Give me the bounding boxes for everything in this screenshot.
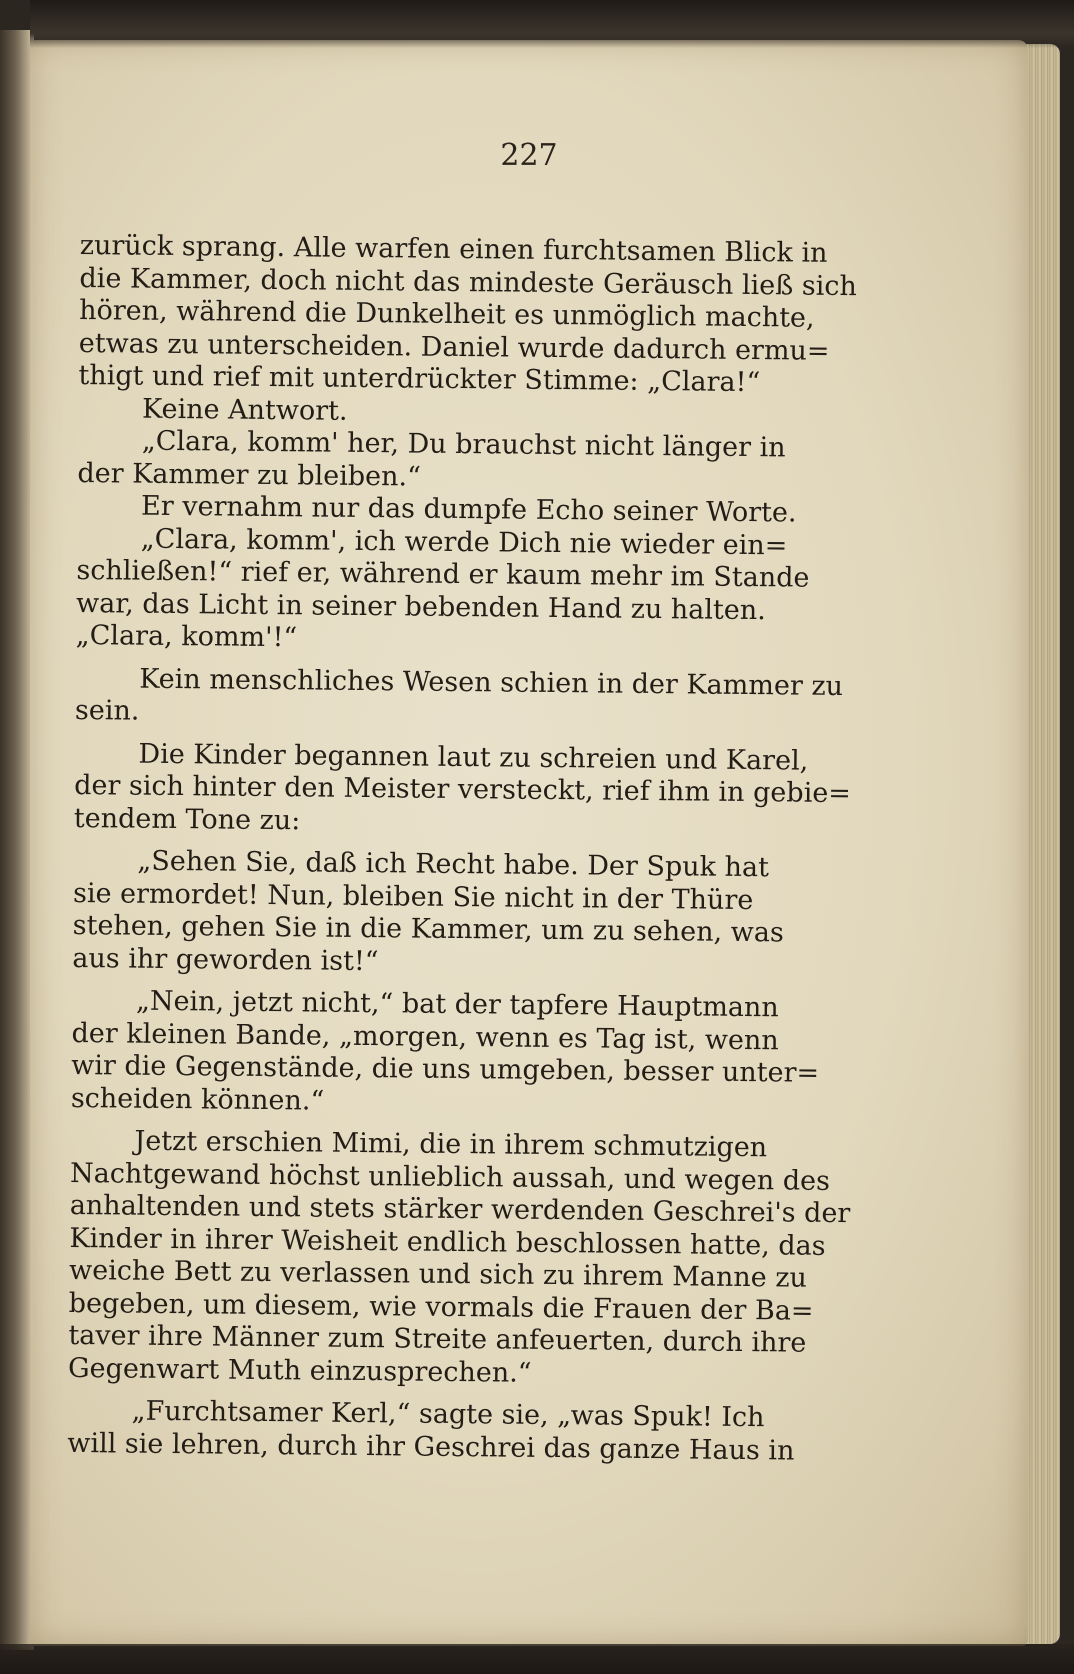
text-line: schließen!“ rief er, während er kaum mehr im Stande (76, 554, 810, 594)
text-line: die Kammer, doch nicht das mindeste Geräusch ließ sich (79, 262, 857, 302)
text-line: „Clara, komm' her, Du brauchst nicht länger in (141, 425, 786, 464)
book-spine (0, 30, 34, 1650)
text-line: der Kammer zu bleiben.“ (77, 457, 422, 493)
text-line: „Nein, jetzt nicht,“ bat der tapfere Hauptmann (135, 985, 779, 1024)
book-page (30, 40, 1028, 1646)
text-line: der kleinen Bande, „morgen, wenn es Tag ist, wenn (71, 1017, 779, 1056)
text-line: tendem Tone zu: (73, 802, 301, 836)
text-line: der sich hinter den Meister versteckt, rief ihm in gebie= (74, 769, 852, 810)
text-line: „Clara, komm'!“ (75, 619, 298, 654)
body-text (67, 230, 920, 1469)
text-line: war, das Licht in seiner bebenden Hand zu halten. (75, 587, 766, 626)
text-line: „Furchtsamer Kerl,“ sagte sie, „was Spuk! Ich (131, 1395, 765, 1434)
text-line: „Clara, komm', ich werde Dich nie wieder ein= (140, 523, 788, 561)
text-line: anhaltenden und stets stärker werdenden Geschrei's der (69, 1189, 851, 1230)
text-line: weiche Bett zu verlassen und sich zu ihrem Manne zu (68, 1254, 808, 1294)
text-line: Er vernahm nur das dumpfe Echo seiner Worte. (140, 490, 797, 529)
text-line: sein. (74, 694, 140, 727)
text-line: Kinder in ihrer Weisheit endlich beschlossen hatte, das (69, 1222, 826, 1262)
text-line: Keine Antwort. (141, 393, 348, 427)
text-line: taver ihre Männer zum Streite anfeuerten, durch ihre (68, 1319, 807, 1359)
page-number: 227 (500, 138, 558, 173)
text-line: hören, während die Dunkelheit es unmöglich machte, (78, 294, 815, 334)
text-line: will sie lehren, durch ihr Geschrei das ganze Haus in (67, 1427, 795, 1467)
text-line: Die Kinder begannen laut zu schreien und Karel, (138, 738, 809, 777)
text-line: sie ermordet! Nun, bleiben Sie nicht in der Thüre (72, 877, 754, 916)
top-binding-shadow (30, 0, 1074, 48)
text-line: etwas zu unterscheiden. Daniel wurde dadurch ermu= (78, 327, 830, 367)
bottom-shadow (0, 1644, 1074, 1674)
text-line: „Sehen Sie, daß ich Recht habe. Der Spuk hat (137, 845, 770, 884)
text-line: Kein menschliches Wesen schien in der Kammer zu (139, 663, 844, 702)
text-line: scheiden können.“ (70, 1082, 325, 1117)
text-line: begeben, um diesem, wie vormals die Frauen der Ba= (68, 1287, 814, 1327)
text-line: wir die Gegenstände, die uns umgeben, besser unter= (71, 1049, 820, 1089)
text-line: stehen, gehen Sie in die Kammer, um zu sehen, was (72, 909, 784, 949)
text-line: thigt und rief mit unterdrückter Stimme: „Clara!“ (78, 359, 761, 399)
text-line: Jetzt erschien Mimi, die in ihrem schmutzigen (134, 1125, 768, 1164)
text-line: Nachtgewand höchst unlieblich aussah, und wegen des (69, 1157, 831, 1197)
text-line: Gegenwart Muth einzusprechen.“ (67, 1352, 532, 1389)
text-line: aus ihr geworden ist!“ (72, 942, 379, 977)
text-line: zurück sprang. Alle warfen einen furchtsamen Blick in (79, 230, 828, 269)
